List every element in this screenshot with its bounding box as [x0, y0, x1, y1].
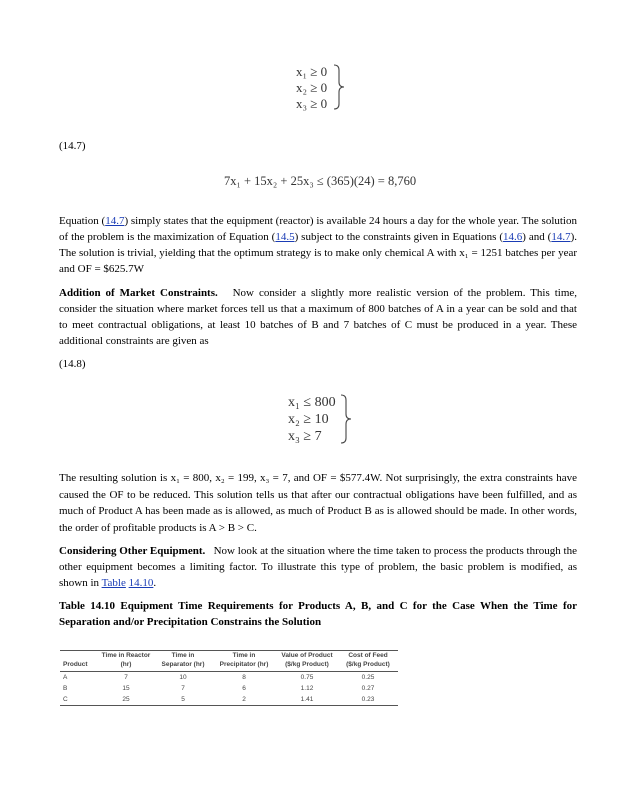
column-header: Time in Reactor (hr): [101, 652, 151, 668]
equation-link[interactable]: 14.5: [275, 231, 295, 243]
constraint-line: x₃ ≥ 0: [296, 96, 328, 111]
table-cell: 0.23: [361, 696, 375, 703]
table-cell: A: [63, 674, 68, 681]
constraint-line: x₁ ≤ 800: [288, 395, 336, 410]
equation-link[interactable]: 14.7: [105, 215, 125, 227]
table-cell: 7: [124, 674, 128, 681]
table-cell: 0.27: [361, 685, 375, 692]
table-cell: B: [63, 685, 68, 692]
table-cell: 15: [122, 685, 130, 692]
table-link[interactable]: Table: [101, 577, 126, 589]
right-brace-icon: [332, 64, 346, 110]
column-header: Cost of Feed ($/kg Product): [346, 652, 390, 668]
equation-label: (14.7): [59, 140, 86, 152]
data-table: [60, 650, 398, 706]
table-cell: 2: [242, 696, 246, 703]
table-row: [60, 672, 398, 684]
constraint-line: x₃ ≥ 7: [288, 429, 322, 444]
paragraph-resulting-solution: The resulting solution is x₁ = 800, x₂ = 199, x₃ = 7, and OF = $577.4W. Not surprisingly, the extra constraints have caused the OF to be reduced. This solution tells us that after our contractual obligations have been fulfilled, and as much of Product A has been made as is allowed, as much of Product B as is allowed should be made. In other words, the order of profitable products is A > B > C.: [59, 472, 577, 534]
table-cell: 6: [242, 685, 246, 692]
column-header: Time in Precipitator (hr): [219, 652, 269, 668]
column-header: Product: [63, 661, 88, 668]
table-link[interactable]: 14.10: [128, 577, 154, 589]
table-cell: 7: [181, 685, 185, 692]
right-brace-icon: [339, 394, 353, 444]
section-heading: Considering Other Equipment.: [59, 545, 206, 557]
table-cell: 5: [181, 696, 185, 703]
column-header: Time in Separator (hr): [161, 652, 205, 668]
table-row: [60, 683, 398, 694]
table-cell: 25: [122, 696, 130, 703]
table-cell: 8: [242, 674, 246, 681]
table-header-row: [60, 651, 398, 672]
paragraph-equation-explanation: Equation (14.7) simply states that the equipment (reactor) is available 24 hours a day for the whole year. The solution of the problem is the maximization of Equation (14.5) subject to the constraints given in Equations (14.6) and (14.7). The solution is trivial, yielding that the optimum strategy is to make only chemical A with x₁ = 1251 batches per year and OF = $625.7W: [59, 215, 577, 275]
paragraph-other-equipment: Considering Other Equipment. Now look at the situation where the time taken to process the products through the other equipment becomes a limiting factor. To illustrate this type of problem, the basic problem is modified, as shown in Table 14.10.: [59, 545, 577, 589]
column-header: Value of Product ($/kg Product): [281, 652, 333, 668]
equation-label: (14.8): [59, 358, 86, 370]
table-caption: Table 14.10 Equipment Time Requirements for Products A, B, and C for the Case When the Time for Separation and/or Precipitation Constrains the Solution: [59, 600, 577, 628]
constraint-block-nonneg: [296, 64, 327, 112]
equation-link[interactable]: 14.6: [503, 231, 523, 243]
table-cell: 0.25: [361, 674, 375, 681]
constraint-line: x₁ ≥ 0: [296, 64, 328, 79]
equation-14-7: 7x₁ + 15x₂ + 25x₃ ≤ (365)(24) = 8,760: [224, 174, 417, 188]
table-cell: 0.75: [300, 674, 314, 681]
constraint-line: x₂ ≥ 10: [288, 412, 329, 427]
table-cell: 1.41: [300, 696, 314, 703]
section-heading: Addition of Market Constraints.: [59, 287, 218, 299]
table-row: [60, 694, 398, 706]
constraint-line: x₂ ≥ 0: [296, 80, 328, 95]
table-cell: 1.12: [300, 685, 314, 692]
constraint-block-market: [288, 394, 336, 445]
paragraph-market-constraints: Addition of Market Constraints. Now consider a slightly more realistic version of the problem. This time, consider the situation where market forces tell us that a maximum of 800 batches of A in a year can be sold and that to meet contractual obligations, at least 10 batches of B and 7 batches of C must be produced in a year. These additional constraints are given as: [59, 287, 578, 347]
table-cell: C: [63, 696, 68, 703]
table-cell: 10: [179, 674, 187, 681]
equation-link[interactable]: 14.7: [551, 231, 571, 243]
